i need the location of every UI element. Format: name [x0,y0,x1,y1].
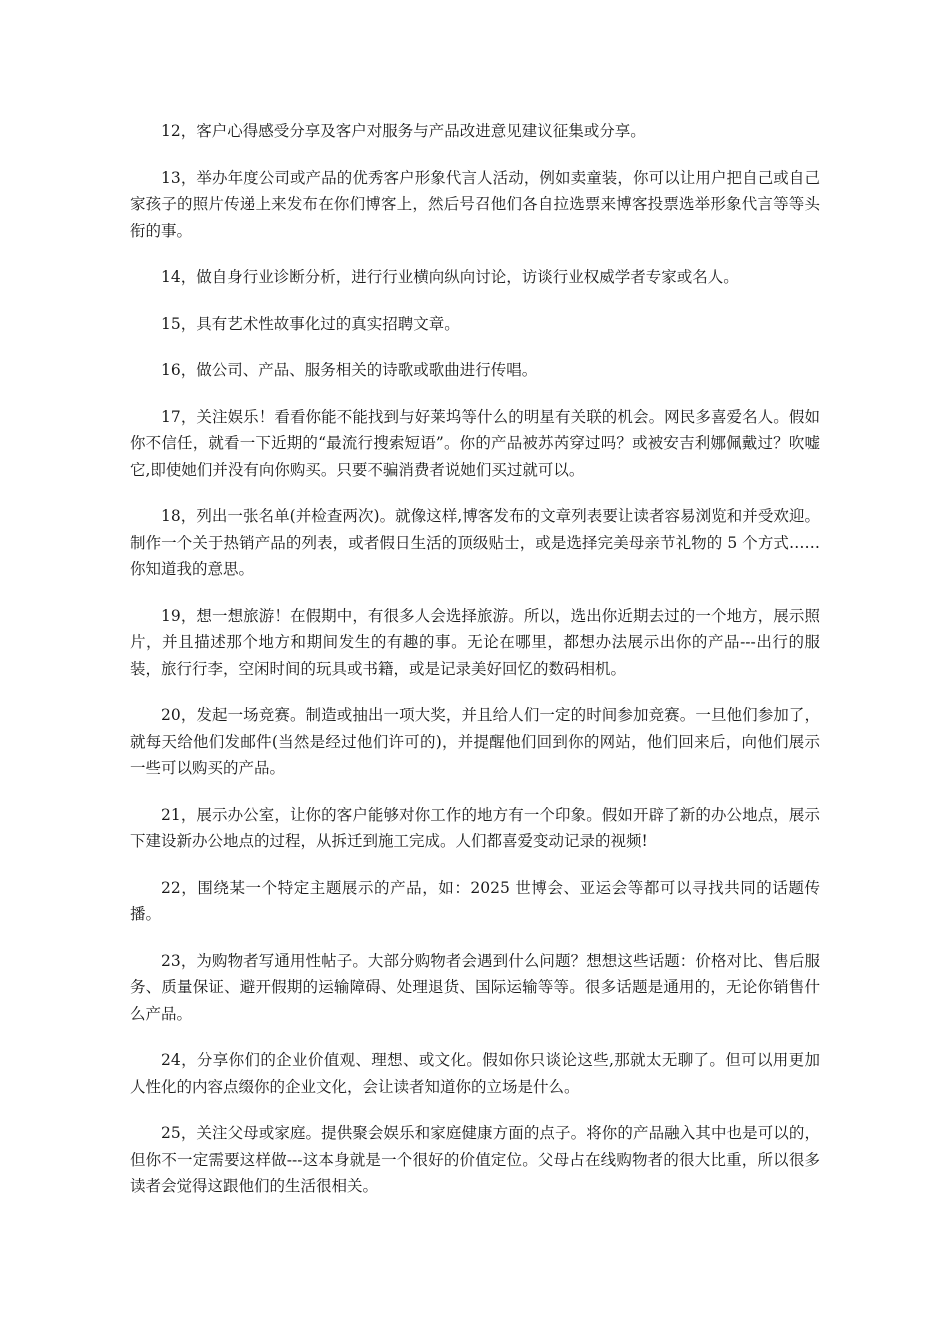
paragraph-25: 25，关注父母或家庭。提供聚会娱乐和家庭健康方面的点子。将你的产品融入其中也是可以的，但你不一定需要这样做---这本身就是一个很好的价值定位。父母占在线购物者的很大比重，所以很多读者会觉得这跟他们的生活很相关。 [130,1124,820,1195]
paragraph-17: 17，关注娱乐！看看你能不能找到与好莱坞等什么的明星有关联的机会。网民多喜爱名人。假如你不信任，就看一下近期的“最流行搜索短语”。你的产品被苏芮穿过吗？或被安吉利娜佩戴过？吹嘘它,即使她们并没有向你购买。只要不骗消费者说她们买过就可以。 [130,407,820,479]
paragraph-19: 19，想一想旅游！在假期中，有很多人会选择旅游。所以，选出你近期去过的一个地方，展示照片，并且描述那个地方和期间发生的有趣的事。无论在哪里，都想办法展示出你的产品---出行的服装，旅行行李，空闲时间的玩具或书籍，或是记录美好回忆的数码相机。 [130,606,820,678]
document-body [130,118,820,1220]
paragraph-20: 20，发起一场竞赛。制造或抽出一项大奖，并且给人们一定的时间参加竞赛。一旦他们参加了，就每天给他们发邮件(当然是经过他们许可的)，并提醒他们回到你的网站，他们回来后，向他们展示一些可以购买的产品。 [130,706,820,777]
paragraph-24: 24，分享你们的企业价值观、理想、或文化。假如你只谈论这些,那就太无聊了。但可以用更加人性化的内容点缀你的企业文化，会让读者知道你的立场是什么。 [130,1051,820,1096]
paragraph-13: 13，举办年度公司或产品的优秀客户形象代言人活动，例如卖童装，你可以让用户把自己或自己家孩子的照片传递上来发布在你们博客上，然后号召他们各自拉选票来博客投票选举形象代言等等头衔的事。 [130,168,820,240]
paragraph-23: 23，为购物者写通用性帖子。大部分购物者会遇到什么问题？想想这些话题：价格对比、售后服务、质量保证、避开假期的运输障碍、处理退货、国际运输等等。很多话题是通用的，无论你销售什么产品。 [130,951,820,1023]
paragraph-22: 22，围绕某一个特定主题展示的产品，如：2025 世博会、亚运会等都可以寻找共同的话题传播。 [130,878,820,923]
paragraph-21: 21，展示办公室，让你的客户能够对你工作的地方有一个印象。假如开辟了新的办公地点，展示下建设新办公地点的过程，从拆迁到施工完成。人们都喜爱变动记录的视频! [130,805,820,850]
paragraph-14: 14，做自身行业诊断分析，进行行业横向纵向讨论，访谈行业权威学者专家或名人。 [161,268,739,286]
paragraph-12: 12，客户心得感受分享及客户对服务与产品改进意见建议征集或分享。 [161,122,646,140]
paragraph-16: 16，做公司、产品、服务相关的诗歌或歌曲进行传唱。 [161,361,538,379]
paragraph-15: 15，具有艺术性故事化过的真实招聘文章。 [161,314,460,333]
paragraph-18: 18，列出一张名单(并检查两次)。就像这样,博客发布的文章列表要让读者容易浏览和并受欢迎。制作一个关于热销产品的列表，或者假日生活的顶级贴士，或是选择完美母亲节礼物的 5 个方式……你知道我的意思。 [130,507,820,578]
